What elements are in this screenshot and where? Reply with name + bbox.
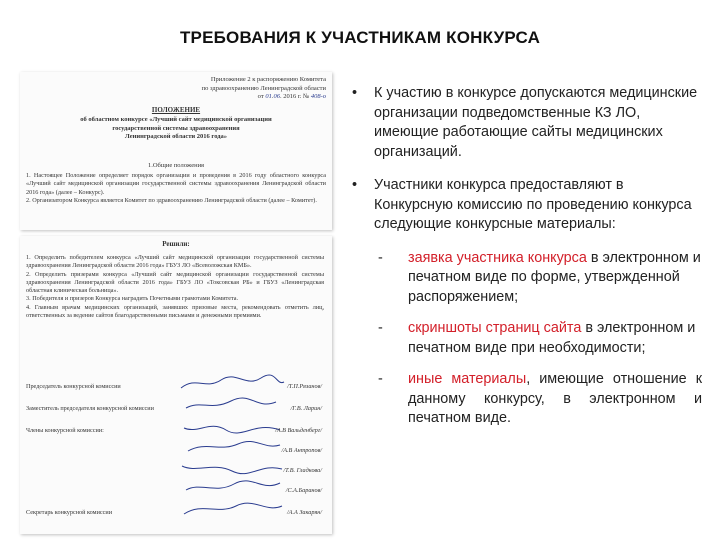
signature-row: /С.А.Баранов/ [26, 482, 324, 496]
signature-scribble [176, 458, 286, 476]
signature-row: Председатель конкурсной комиссии /Т.П.Рязанов/ [26, 378, 324, 392]
annex-month: 06 [273, 93, 280, 100]
material-text-1: в электронном и печатном виде по форме, утвержденной распоряжением; [408, 249, 701, 305]
requirements-list [352, 84, 702, 441]
signature-row: /А.В Антропов/ [26, 442, 324, 456]
annex-line-3: от 01.06. 2016 г. № 408-о [257, 93, 326, 100]
material-item [352, 319, 702, 358]
regulation-text [26, 172, 326, 206]
regulation-para-2: 2. Организатором Конкурса является Комитет по здравоохранению Ленинградской области (далее – Комитет). [26, 197, 317, 205]
slide-title: ТРЕБОВАНИЯ К УЧАСТНИКАМ КОНКУРСА [179, 28, 541, 47]
signature-scribble [176, 478, 286, 496]
material-text-2: в электронном и печатном виде при необходимости; [408, 320, 696, 356]
material-item [352, 370, 702, 429]
dash-icon: - [378, 371, 383, 387]
decision-item-1: 1. Определить победителем конкурса «Лучший сайт медицинской организации государственной системы здравоохранения Ленинградской области 2016 года» ГБУЗ ЛО «Всеволожская КМБ». [26, 254, 324, 270]
document-image-decision [20, 236, 332, 534]
annex-line-2: по здравоохранению Ленинградской области [201, 84, 326, 92]
signature-row: Заместитель председателя конкурсной комиссии /Г.В. Ларин/ [26, 400, 324, 414]
requirement-text-1: К участию в конкурсе допускаются медицинские организации подведомственные КЗ ЛО, имеющие работающие сайты медицинских организаций. [374, 85, 698, 160]
signature-row: /Т.В. Гладкова/ [26, 462, 324, 476]
material-item [352, 249, 702, 308]
decision-list [26, 254, 324, 320]
regulation-heading: ПОЛОЖЕНИЕ [151, 106, 201, 114]
signature-scribble [176, 374, 286, 392]
requirement-item [352, 176, 702, 235]
bullet-icon: • [352, 85, 358, 101]
bullet-icon: • [352, 177, 358, 193]
signature-row: Секретарь конкурсной комиссии /А.А Закарян/ [26, 504, 324, 518]
requirement-text-2: Участники конкурса предоставляют в Конкурсную комиссию по проведению конкурса следующие конкурсные материалы: [374, 177, 692, 232]
material-highlight-1: заявка участника конкурса [408, 249, 587, 266]
material-highlight-2: скриншоты страниц сайта [408, 320, 582, 336]
material-text-3: , имеющие отношение к данному конкурсу, в электронном и печатном виде. [408, 371, 702, 426]
signature-scribble [176, 418, 286, 436]
dash-icon: - [378, 249, 383, 266]
signature-scribble [176, 500, 286, 518]
decision-heading: Решили: [162, 240, 190, 248]
signature-scribble [176, 396, 286, 414]
annex-number: 408-о [310, 93, 326, 100]
decision-item-2: 2. Определить призерами конкурса «Лучший сайт медицинской организации государственной системы здравоохранения Ленинградской области 2016 года» ГБУЗ ЛО «Токсовская РБ» и ГБУЗ «Ленинградская областная клиническая больница». [26, 270, 324, 295]
material-highlight-3: иные материалы [408, 371, 527, 387]
requirement-item [352, 84, 702, 162]
regulation-subtitle: об областном конкурсе «Лучший сайт медицинской организации государственной системы здравоохранения Ленинградской области 2016 года» [80, 116, 272, 140]
annex-line-1: Приложение 2 к распоряжению Комитета [210, 76, 326, 83]
signature-row: Члены конкурсной комиссии: /А.В Вальденберг/ [26, 422, 324, 436]
decision-item-3: 3. Победителя и призеров Конкурса наградить Почетными грамотами Комитета. [26, 295, 239, 303]
regulation-section: 1.Общие положения [147, 162, 205, 169]
dash-icon: - [378, 320, 383, 336]
signature-scribble [176, 438, 286, 456]
decision-item-4: 4. Главным врачам медицинских организаций, занявших призовые места, рекомендовать отметить лиц, ответственных за ведение сайтов благодарственными письмами и денежными премиями. [26, 303, 324, 320]
regulation-para-1: 1. Настоящее Положение определяет порядок организации и проведения в 2016 году областного конкурса «Лучший сайт медицинской организации государственной системы здравоохранения Ленинградской области 2016 года» (далее – Конкурс). [26, 172, 326, 196]
document-image-regulation [20, 72, 332, 230]
annex-day: 01 [265, 93, 272, 100]
annex-header [146, 76, 326, 102]
